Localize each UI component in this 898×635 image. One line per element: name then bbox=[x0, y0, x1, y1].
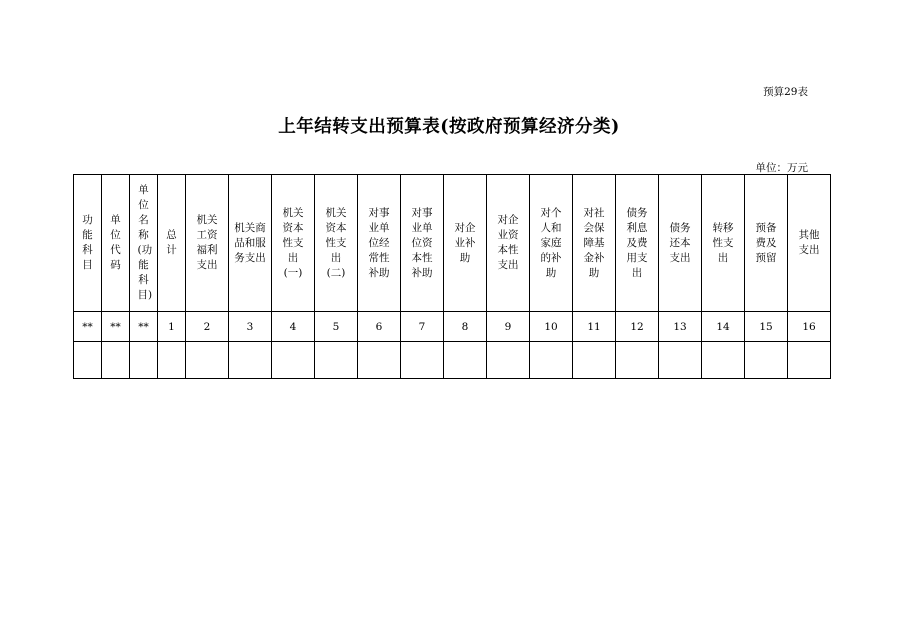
data-cell bbox=[358, 342, 401, 379]
code-cell: 7 bbox=[401, 312, 444, 342]
data-row bbox=[74, 342, 831, 379]
code-cell: 16 bbox=[788, 312, 831, 342]
data-cell bbox=[745, 342, 788, 379]
header-cell: 债务利息及费用支出 bbox=[616, 175, 659, 312]
header-row bbox=[74, 175, 831, 312]
header-cell: 债务还本支出 bbox=[659, 175, 702, 312]
data-cell bbox=[74, 342, 102, 379]
header-cell: 总计 bbox=[158, 175, 186, 312]
header-cell: 对个人和家庭的补助 bbox=[530, 175, 573, 312]
data-cell bbox=[102, 342, 130, 379]
header-cell: 对事业单位经常性补助 bbox=[358, 175, 401, 312]
code-cell: 6 bbox=[358, 312, 401, 342]
data-cell bbox=[573, 342, 616, 379]
header-cell: 预备费及预留 bbox=[745, 175, 788, 312]
data-cell bbox=[444, 342, 487, 379]
header-cell: 功能科目 bbox=[74, 175, 102, 312]
header-cell: 单位名称(功能科目) bbox=[130, 175, 158, 312]
code-cell: 13 bbox=[659, 312, 702, 342]
header-cell: 机关资本性支出(二) bbox=[315, 175, 358, 312]
code-cell: 8 bbox=[444, 312, 487, 342]
unit-label: 单位：万元 bbox=[755, 162, 808, 174]
data-cell bbox=[659, 342, 702, 379]
data-cell bbox=[158, 342, 186, 379]
code-cell: 2 bbox=[186, 312, 229, 342]
header-cell: 单位代码 bbox=[102, 175, 130, 312]
header-cell: 对事业单位资本性补助 bbox=[401, 175, 444, 312]
header-cell: 对企业资本性支出 bbox=[487, 175, 530, 312]
header-cell: 其他支出 bbox=[788, 175, 831, 312]
code-cell: ** bbox=[74, 312, 102, 342]
budget-table bbox=[73, 174, 831, 379]
code-cell: 14 bbox=[702, 312, 745, 342]
data-cell bbox=[186, 342, 229, 379]
header-cell: 对企业补助 bbox=[444, 175, 487, 312]
data-cell bbox=[229, 342, 272, 379]
code-cell: 1 bbox=[158, 312, 186, 342]
form-number: 预算29表 bbox=[763, 86, 808, 98]
code-cell: 11 bbox=[573, 312, 616, 342]
data-cell bbox=[616, 342, 659, 379]
code-cell: 5 bbox=[315, 312, 358, 342]
code-cell: ** bbox=[130, 312, 158, 342]
code-cell: ** bbox=[102, 312, 130, 342]
code-cell: 10 bbox=[530, 312, 573, 342]
data-cell bbox=[130, 342, 158, 379]
data-cell bbox=[272, 342, 315, 379]
header-cell: 机关工资福利支出 bbox=[186, 175, 229, 312]
code-cell: 4 bbox=[272, 312, 315, 342]
code-cell: 9 bbox=[487, 312, 530, 342]
data-cell bbox=[315, 342, 358, 379]
header-cell: 转移性支出 bbox=[702, 175, 745, 312]
data-cell bbox=[401, 342, 444, 379]
header-cell: 机关商品和服务支出 bbox=[229, 175, 272, 312]
data-cell bbox=[702, 342, 745, 379]
code-cell: 12 bbox=[616, 312, 659, 342]
page-title: 上年结转支出预算表(按政府预算经济分类) bbox=[278, 117, 620, 137]
header-cell: 机关资本性支出(一) bbox=[272, 175, 315, 312]
header-cell: 对社会保障基金补助 bbox=[573, 175, 616, 312]
data-cell bbox=[487, 342, 530, 379]
code-row bbox=[74, 312, 831, 342]
data-cell bbox=[788, 342, 831, 379]
code-cell: 3 bbox=[229, 312, 272, 342]
code-cell: 15 bbox=[745, 312, 788, 342]
data-cell bbox=[530, 342, 573, 379]
